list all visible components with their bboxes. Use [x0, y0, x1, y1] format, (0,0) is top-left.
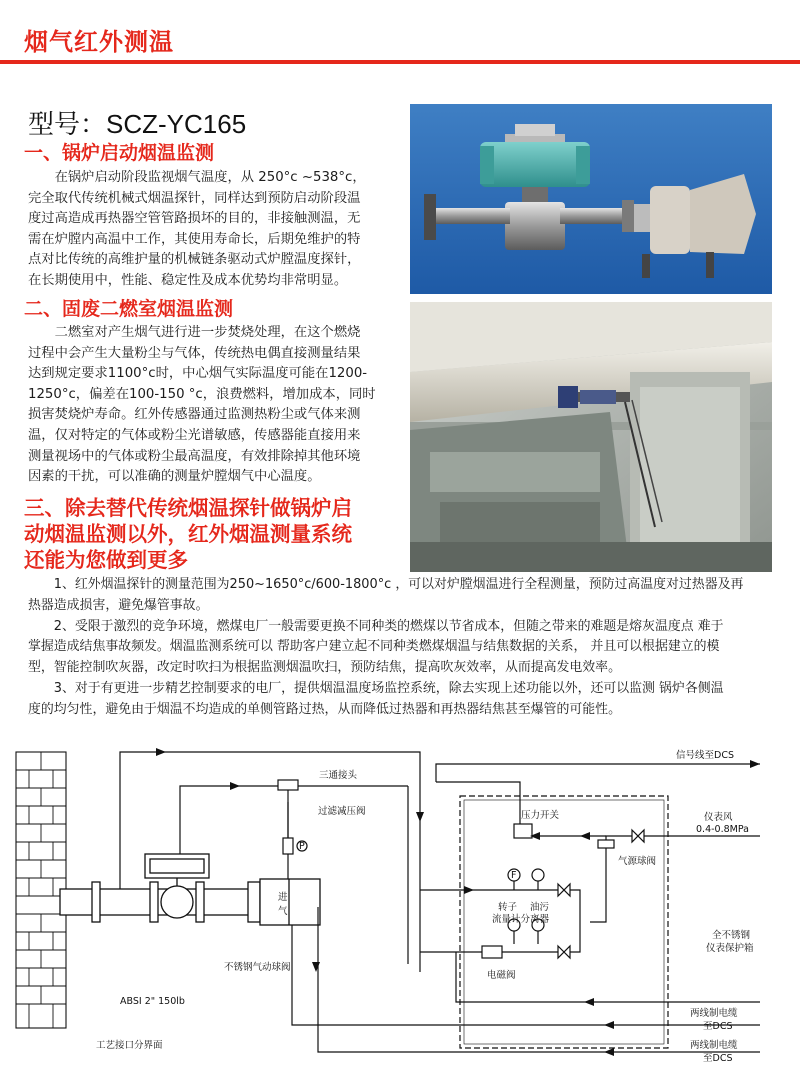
- text-line: 温，仅对特定的气体或粉尘光谱敏感，传感器能直接用来: [28, 427, 361, 443]
- model-value: SCZ-YC165: [106, 109, 247, 139]
- text-line: 完全取代传统机械式烟温探针，同样达到预防启动阶段温: [28, 190, 361, 206]
- separator-label: 流量计分离器: [492, 914, 550, 925]
- text-line: 需在炉膛内高温中工作，其使用寿命长，后期免维护的特: [28, 231, 361, 247]
- inlet-label-1: 进: [278, 892, 288, 903]
- text-line: 二燃室对产生烟气进行进一步焚烧处理，在这个燃烧: [28, 325, 361, 340]
- text-line: 度的均匀性，避免由于烟温不均造成的单侧管路过热，从而降低过热器和再热器结焦甚至爆管的可能性。: [28, 701, 621, 717]
- section-3-text: [28, 575, 776, 721]
- cable-label-2b: 至DCS: [703, 1053, 733, 1064]
- system-diagram: [0, 742, 800, 1071]
- text-line: 在长期使用中，性能、稳定性及成本优势均非常明显。: [28, 272, 348, 288]
- text-line: 点对比传统的高维护量的机械链条驱动式炉膛温度探针，: [28, 252, 361, 268]
- header: [0, 0, 800, 70]
- gauge-f-symbol: F: [511, 870, 517, 881]
- text-line: 因素的干扰，可以准确的测量炉膛烟气中心温度。: [28, 469, 321, 485]
- rotameter-label: 转子: [498, 902, 518, 913]
- page-title: 烟气红外测温: [24, 28, 174, 56]
- section-1-heading: 一、锅炉启动烟温监测: [24, 142, 215, 164]
- section-2-heading: 二、固废二燃室烟温监测: [24, 298, 234, 320]
- heading-line: 三、除去替代传统烟温探针做锅炉启: [24, 496, 352, 520]
- model-label: 型号：: [28, 110, 107, 140]
- filter-valve-label: 过滤减压阀: [318, 806, 366, 817]
- instrument-air-pressure: 0.4-0.8MPa: [696, 824, 749, 835]
- text-line: 达到规定要求1100°c时，中心烟气实际温度可能在1200-: [28, 366, 368, 382]
- text-line: 损害焚烧炉寿命。红外传感器通过监测热粉尘或气体来测: [28, 407, 361, 423]
- stainless-box-label-2: 仪表保护箱: [706, 943, 754, 954]
- text-line: 过程中会产生大量粉尘与气体，传统热电偶直接测量结果: [28, 345, 361, 361]
- text-line: 热器造成损害，避免爆管事故。: [28, 597, 209, 613]
- stainless-box-label-1: 全不锈钢: [712, 930, 751, 941]
- text-line: 1250°c，偏差在100-150 °c，浪费燃料，增加成本，同时: [28, 386, 376, 402]
- cable-label-1b: 至DCS: [703, 1021, 733, 1032]
- inlet-label-2: 气: [278, 906, 288, 917]
- gauge-p-symbol: P: [299, 841, 305, 852]
- pipe-spec-label: ABSI 2" 150lb: [120, 996, 185, 1007]
- tee-label: 三通接头: [319, 770, 358, 781]
- signal-label: 信号线至DCS: [676, 750, 734, 761]
- instrument-air-line: [514, 824, 760, 922]
- probe-assembly-photo: [410, 104, 772, 294]
- text-line: 型，智能控制吹灰器，改定时吹扫为根据监测烟温吹扫，预防结焦，提高吹灰效率，从而提高发电效率。: [28, 660, 621, 676]
- instrument-air-label: 仪表风: [704, 812, 733, 823]
- text-line: 3、对于有更进一步精艺控制要求的电厂，提供烟温温度场监控系统，除去实现上述功能以外，还可以监测 锅炉各侧温: [28, 680, 724, 696]
- section-1-text: [28, 168, 388, 292]
- process-interface-label: 工艺接口分界面: [96, 1040, 163, 1051]
- text-line: 测量视场中的气体或粉尘最高温度，有效排除掉其他环境: [28, 448, 361, 464]
- title-divider: [0, 60, 800, 64]
- text-line: 度过高造成再热器空管管路损坏的目的，非接触测温，无: [28, 211, 361, 227]
- section-3-heading: [24, 495, 352, 573]
- text-line: 在锅炉启动阶段监视烟气温度，从 250°c ~538°c，: [28, 170, 366, 185]
- section-2-text: [28, 323, 388, 488]
- text-line: 掌握造成结焦事故频发。烟温监测系统可以 帮助客户建立起不同种类燃煤烟温与结焦数据的关系， 并且可以根据建立的模: [28, 639, 720, 655]
- model-number: [28, 104, 246, 141]
- text-line: 1、红外烟温探针的测量范围为250~1650°c/600-1800°c ，可以对炉膛烟温进行全程测量，预防过高温度对过热器及再: [28, 577, 744, 592]
- text-line: 2、受限于激烈的竞争环境，燃煤电厂一般需要更换不同种类的燃煤以节省成本，但随之带来的难题是熔灰温度点 难于: [28, 618, 724, 634]
- pressure-switch-label: 压力开关: [521, 810, 560, 821]
- oil-label: 油污: [530, 902, 550, 913]
- brick-wall: [16, 752, 66, 1028]
- heading-line: 动烟温监测以外，红外烟温测量系统: [24, 522, 352, 546]
- furnace-installation-photo: [410, 302, 772, 572]
- cable-label-2a: 两线制电缆: [690, 1040, 738, 1051]
- cable-label-1a: 两线制电缆: [690, 1008, 738, 1019]
- heading-line: 还能为您做到更多: [24, 548, 188, 572]
- ss-ball-valve-label: 不锈钢气动球阀: [224, 962, 291, 973]
- solenoid-label: 电磁阀: [487, 970, 516, 981]
- dcs-cables: [292, 907, 760, 1052]
- air-ball-valve-label: 气源球阀: [618, 856, 657, 867]
